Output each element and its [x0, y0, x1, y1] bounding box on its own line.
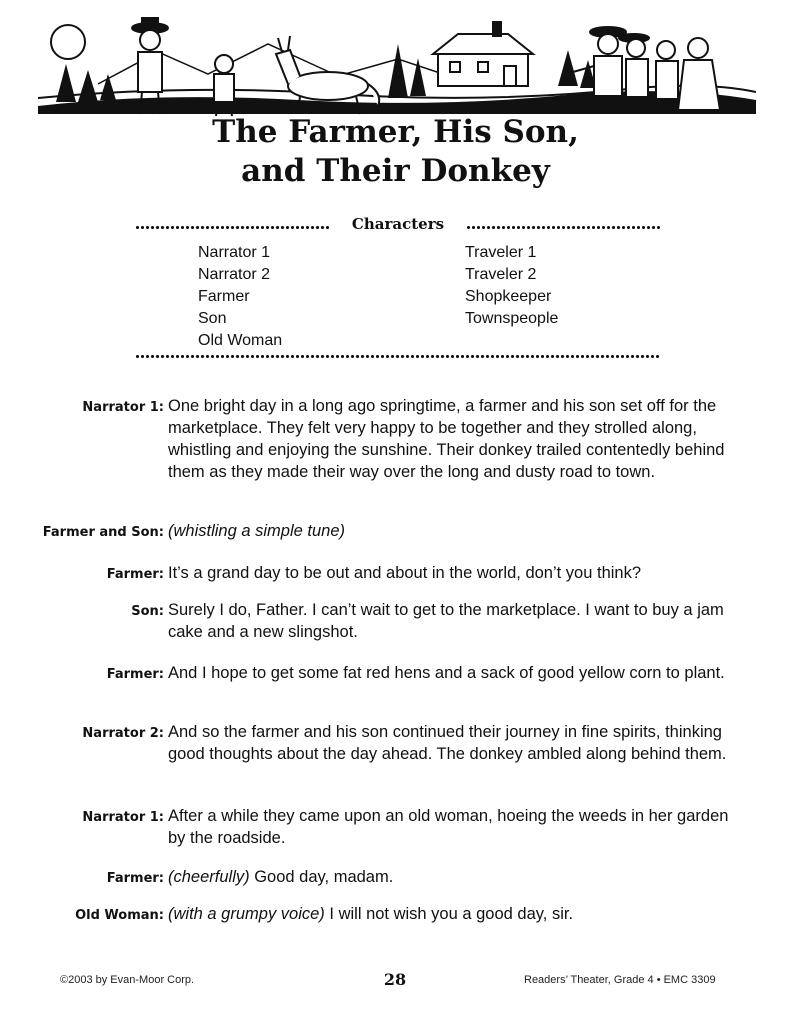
character-name: Traveler 2 [465, 266, 537, 283]
speaker-label: Narrator 1: [82, 810, 164, 825]
speaker-label: Narrator 1: [82, 400, 164, 415]
speaker-label: Narrator 2: [82, 726, 164, 741]
character-name: Old Woman [198, 332, 283, 349]
speech-text [168, 721, 738, 765]
characters-heading: Characters [351, 215, 445, 233]
character-name: Townspeople [465, 310, 559, 327]
footer-publication: Readers’ Theater, Grade 4 • EMC 3309 [524, 974, 716, 986]
footer-copyright: ©2003 by Evan-Moor Corp. [60, 974, 195, 986]
speaker-label: Farmer and Son: [42, 525, 164, 540]
title-line-2: and Their Donkey [241, 153, 550, 189]
speech-content: After a while they came upon an old woman, hoeing the weeds in her garden by the roadside. [168, 807, 729, 847]
speech-content: Good day, madam. [254, 868, 394, 886]
character-name: Shopkeeper [465, 288, 552, 305]
speaker-label: Farmer: [106, 567, 164, 582]
house-icon [433, 22, 533, 86]
title-line-1: The Farmer, His Son, [212, 114, 579, 150]
stage-direction: (with a grumpy voice) [168, 905, 325, 923]
characters-top-border-right [466, 225, 660, 230]
stage-direction: (whistling a simple tune) [168, 522, 345, 540]
banner-illustration [38, 14, 756, 124]
speech-text [168, 866, 738, 888]
speech-content: And so the farmer and his son continued their journey in fine spirits, thinking good thoughts about the day ahead. The donkey ambled along behind them. [168, 723, 727, 763]
page-number: 28 [383, 970, 407, 989]
speaker-label: Old Woman: [75, 908, 164, 923]
speaker-label: Farmer: [106, 871, 164, 886]
characters-bottom-border [135, 354, 660, 359]
speech-content: And I hope to get some fat red hens and a sack of good yellow corn to plant. [168, 664, 725, 682]
characters-top-border-left [135, 225, 329, 230]
speech-text [168, 805, 738, 849]
character-name: Farmer [198, 288, 250, 305]
character-name: Traveler 1 [465, 244, 537, 261]
speech-content: One bright day in a long ago springtime, a farmer and his son set off for the marketplace. They felt very happy to be together and they strolled along, whistling and enjoying the sunshine. Their donkey trailed contentedly behind them as they made their way over the long and dusty road to town. [168, 397, 725, 481]
sun-icon [51, 25, 85, 59]
character-name: Narrator 2 [198, 266, 271, 283]
characters-list-right [465, 242, 558, 330]
stage-direction: (cheerfully) [168, 868, 250, 886]
speech-text [168, 599, 738, 643]
characters-list-left [198, 242, 282, 352]
speech-text [168, 903, 738, 925]
speech-text [168, 562, 738, 584]
speech-text [168, 662, 738, 684]
speech-text [168, 395, 738, 483]
speech-content: I will not wish you a good day, sir. [329, 905, 574, 923]
speech-text [168, 520, 738, 542]
page-title [0, 113, 791, 191]
character-name: Narrator 1 [198, 244, 271, 261]
speaker-label: Farmer: [106, 667, 164, 682]
speech-content: It’s a grand day to be out and about in the world, don’t you think? [168, 564, 642, 582]
speech-content: Surely I do, Father. I can’t wait to get to the marketplace. I want to buy a jam cake and a new slingshot. [168, 601, 724, 641]
character-name: Son [198, 310, 227, 327]
speaker-label: Son: [131, 604, 164, 619]
